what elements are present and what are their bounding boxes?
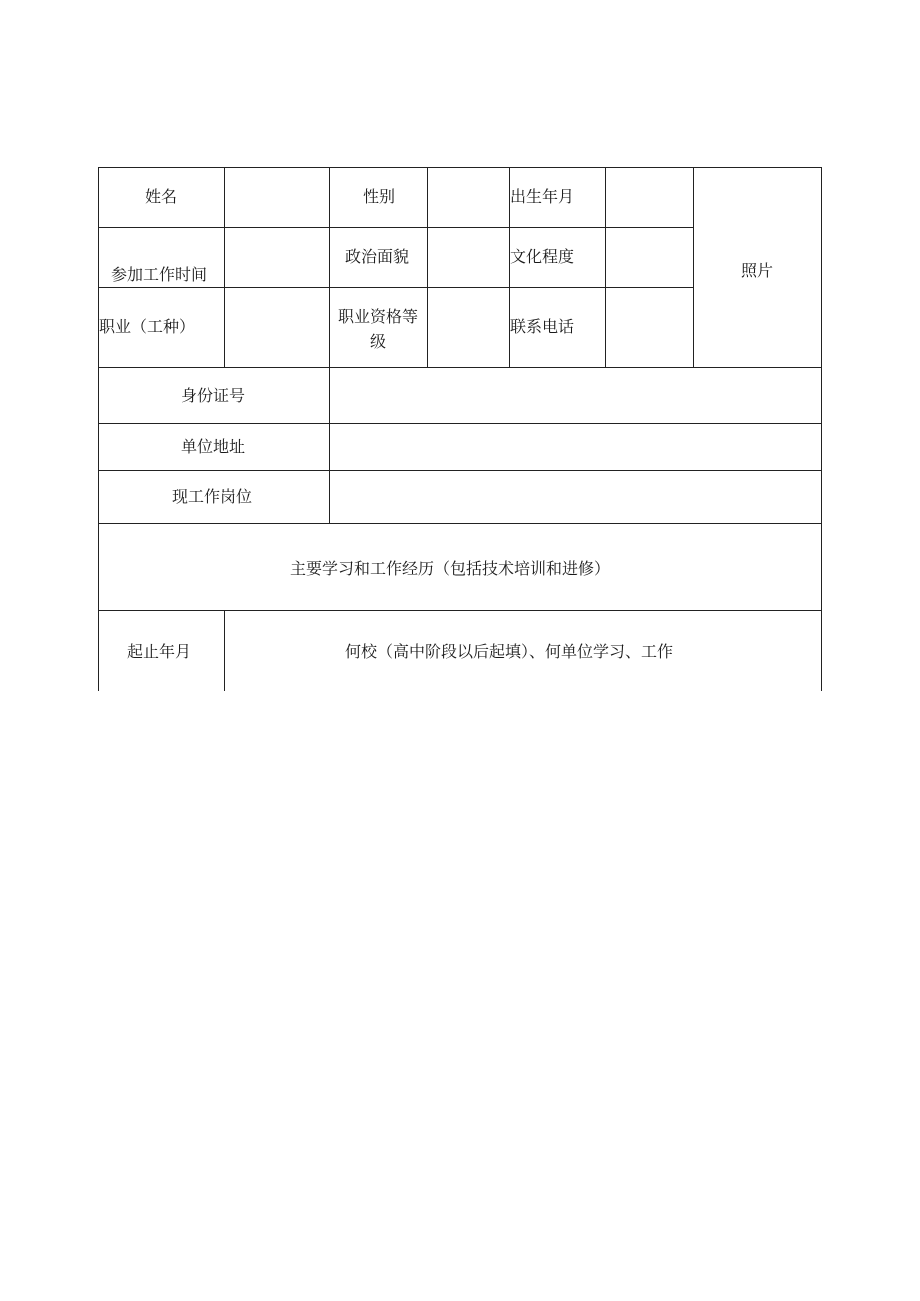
col-divider-history xyxy=(224,610,225,691)
occupation-field[interactable] xyxy=(225,288,329,367)
position-field[interactable] xyxy=(330,471,821,523)
work-start-label: 参加工作时间 xyxy=(111,265,208,284)
row-divider-2 xyxy=(98,287,693,288)
birth-field[interactable] xyxy=(606,168,693,227)
political-field[interactable] xyxy=(428,228,509,287)
work-start-field[interactable] xyxy=(225,228,329,287)
phone-field[interactable] xyxy=(606,288,693,367)
table-border-left xyxy=(98,167,99,691)
address-field[interactable] xyxy=(330,424,821,470)
qualification-field[interactable] xyxy=(428,288,509,367)
name-field[interactable] xyxy=(225,168,329,227)
row-divider-7 xyxy=(98,610,822,611)
occupation-label: 职业（工种） xyxy=(99,317,196,336)
row-divider-1 xyxy=(98,227,693,228)
birth-label: 出生年月 xyxy=(510,187,575,206)
photo-label: 照片 xyxy=(741,261,774,280)
registration-form-table xyxy=(98,167,822,691)
id-number-field[interactable] xyxy=(330,368,821,423)
address-label: 单位地址 xyxy=(181,437,246,456)
education-label: 文化程度 xyxy=(510,247,575,266)
position-label: 现工作岗位 xyxy=(172,487,253,506)
row-divider-6 xyxy=(98,523,822,524)
history-description-column-header: 何校（高中阶段以后起填）、何单位学习、工作 xyxy=(345,642,674,661)
education-field[interactable] xyxy=(606,228,693,287)
qualification-label: 职业资格等级 xyxy=(337,307,418,351)
name-label: 姓名 xyxy=(145,187,178,206)
gender-field[interactable] xyxy=(428,168,509,227)
phone-label: 联系电话 xyxy=(510,317,575,336)
photo-area[interactable] xyxy=(694,168,821,367)
table-border-right xyxy=(821,167,822,691)
period-column-header: 起止年月 xyxy=(127,642,192,661)
id-number-label: 身份证号 xyxy=(181,386,246,405)
history-section-header: 主要学习和工作经历（包括技术培训和进修） xyxy=(290,559,611,578)
political-label: 政治面貌 xyxy=(345,247,410,266)
gender-label: 性别 xyxy=(363,187,396,206)
